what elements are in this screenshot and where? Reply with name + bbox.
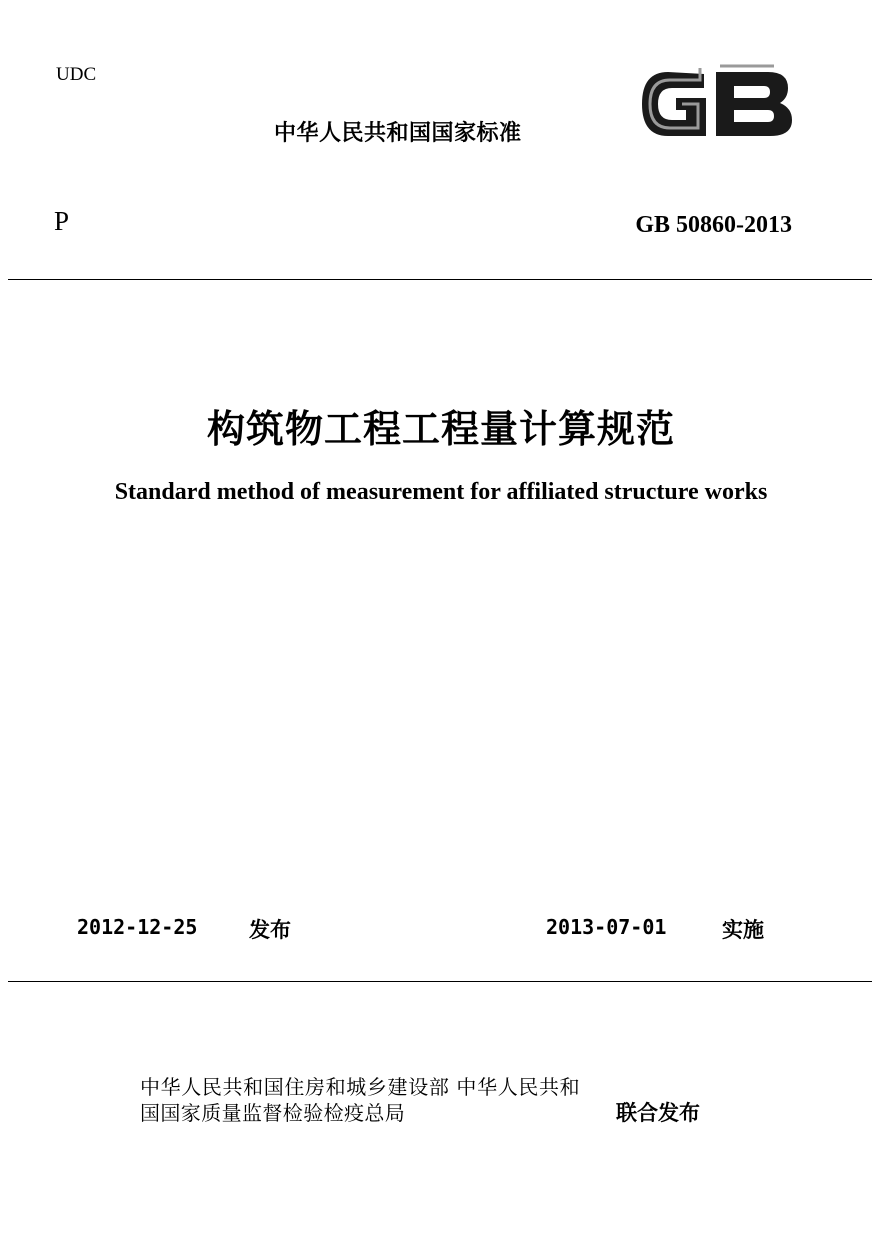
- national-standard-heading: 中华人民共和国国家标准: [274, 121, 522, 146]
- gb-logo-b: [716, 66, 792, 136]
- joint-release-label: 联合发布: [616, 1101, 700, 1125]
- top-divider: [8, 279, 872, 280]
- standard-title-english: Standard method of measurement for affiliated structure works: [114, 479, 768, 505]
- gb-logo: [634, 58, 798, 150]
- issuing-authorities: 中华人民共和国住房和城乡建设部 中华人民共和国国家质量监督检验检疫总局: [140, 1075, 580, 1125]
- classification-code: P: [54, 206, 70, 236]
- issue-date: 2012-12-25: [77, 915, 198, 939]
- implementation-label: 实施: [722, 918, 764, 942]
- standard-number: GB 50860-2013: [635, 212, 792, 238]
- standard-title-chinese: 构筑物工程工程量计算规范: [206, 407, 675, 451]
- gb-logo-g: [642, 68, 706, 136]
- issue-label: 发布: [249, 918, 291, 942]
- bottom-divider: [8, 981, 872, 982]
- implementation-date: 2013-07-01: [546, 915, 667, 939]
- udc-label: UDC: [56, 64, 97, 85]
